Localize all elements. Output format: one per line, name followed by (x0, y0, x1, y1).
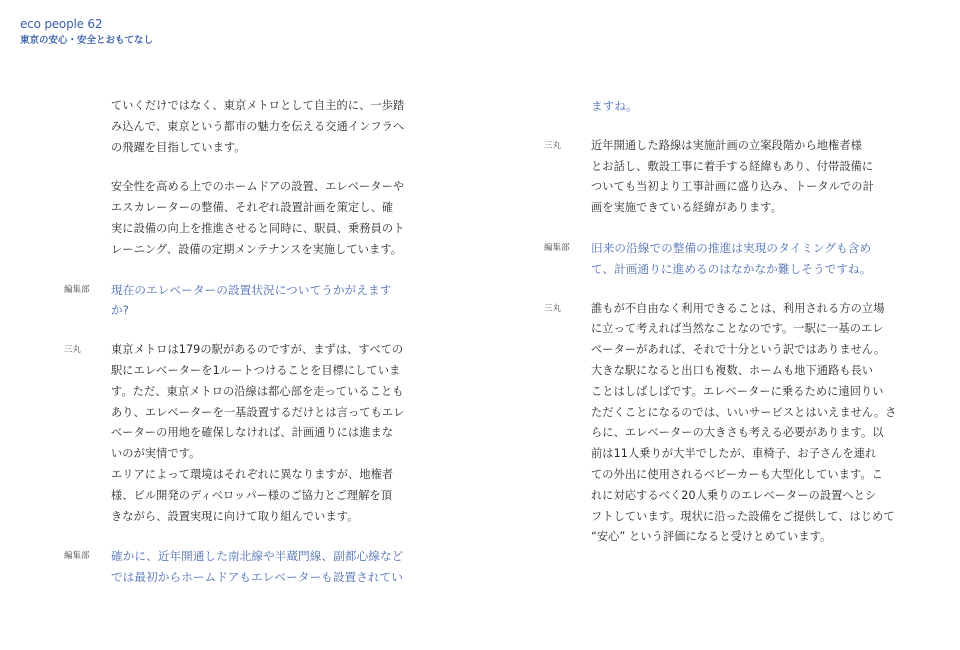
page-header (20, 17, 153, 47)
paragraph-intro-2 (64, 177, 474, 260)
answer-text (591, 136, 897, 219)
question-text (111, 280, 417, 322)
text-line: 様、ビル開発のディベロッパー様のご協力とご理解を頂 (111, 488, 393, 502)
speaker-label: 三丸 (544, 140, 562, 151)
question-3 (544, 238, 954, 280)
text-line: か? (111, 303, 129, 318)
text-line: 誰もが不自由なく利用できることは、利用される方の立場 (591, 301, 885, 315)
text-line: らに、エレベーターの大きさも考える必要があります。以 (591, 426, 884, 440)
text-line: 東京メトロは179の駅があるのですが、まずは、すべての (111, 343, 404, 357)
text-line: いのが実情です。 (111, 447, 201, 461)
speaker-label: 三丸 (544, 303, 562, 314)
text-line: ベーターの用地を確保しなければ、計画通りには進まな (111, 426, 394, 440)
question-text (591, 238, 897, 280)
answer-1 (64, 340, 474, 527)
text-line: に立って考えれば当然なことなのです。一駅に一基のエレ (591, 322, 884, 336)
question-1 (64, 280, 474, 322)
article-subtitle: 東京の安心・安全とおもてなし (20, 35, 154, 46)
text-line: て、計画通りに進めるのはなかなか難しそうですね。 (591, 261, 872, 276)
question-2-continued (544, 96, 954, 117)
paragraph-text (111, 177, 417, 260)
text-line: の飛躍を目指しています。 (111, 140, 246, 154)
text-line: エリアによって環境はそれぞれに異なりますが、地権者 (111, 467, 394, 481)
text-line: 確かに、近年開通した南北線や半蔵門線、副都心線など (111, 549, 404, 564)
text-line: ての外出に使用されるベビーカーも大型化しています。こ (591, 467, 883, 481)
text-line: エスカレーターの整備、それぞれ設置計画を策定し、確 (111, 201, 394, 215)
text-line: ていくだけではなく、東京メトロとして自主的に、一歩踏 (111, 99, 405, 112)
answer-3 (544, 299, 954, 549)
text-line: れに対応するべく20人乗りのエレベーターの設置へとシ (591, 488, 877, 502)
question-2 (64, 546, 474, 588)
text-line: では最初からホームドアもエレベーターも設置されてい (111, 570, 403, 585)
answer-text (111, 340, 417, 527)
text-line: す。ただ、東京メトロの沿線は都心部を走っていることも (111, 384, 404, 398)
text-line: フトしています。現状に沿った設備をご提供して、はじめて (591, 509, 895, 523)
text-line: 大きな駅になると出口も複数、ホームも地下通路も長い (591, 363, 874, 377)
text-line: 駅にエレベーターを1ルートつけることを目標にしていま (111, 363, 401, 377)
paragraph-intro-1 (64, 96, 474, 158)
question-text (591, 96, 897, 117)
question-text (111, 546, 417, 588)
text-line: 実に設備の向上を推進させると同時に、駅員、乗務員のト (111, 221, 405, 235)
text-line: 前は11人乗りが大半でしたが、車椅子、お子さんを連れ (591, 447, 877, 461)
answer-2 (544, 136, 954, 219)
text-line: 旧来の沿線での整備の推進は実現のタイミングも含め (591, 240, 872, 255)
left-column (64, 96, 474, 607)
text-line: ベーターがあれば、それで十分という訳ではありません。 (591, 343, 886, 357)
speaker-label: 編集部 (64, 551, 90, 562)
text-line: ことはしばしばです。エレベーターに乗るために遠回りい (591, 384, 884, 398)
paragraph-text (111, 96, 417, 158)
text-line: きながら、設置実現に向けて取り組んでいます。 (111, 509, 359, 523)
right-column (544, 96, 954, 567)
text-line: レーニング、設備の定期メンテナンスを実施しています。 (111, 242, 403, 256)
speaker-label: 編集部 (64, 284, 90, 295)
series-title: eco people 62 (20, 17, 103, 31)
text-line: 安全性を高める上でのホームドアの設置、エレベーターや (111, 180, 405, 194)
speaker-label: 編集部 (544, 242, 570, 253)
text-line: とお話し、敷設工事に着手する経緯もあり、付帯設備に (591, 159, 874, 173)
text-line: ついても当初より工事計画に盛り込み、トータルでの計 (591, 180, 874, 194)
text-line: 現在のエレベーターの設置状況についてうかがえます (111, 282, 392, 297)
speaker-label: 三丸 (64, 345, 82, 356)
text-line: ただくことになるのでは、いいサービスとはいえません。さ (591, 405, 897, 419)
text-line: み込んで、東京という都市の魅力を伝える交通インフラへ (111, 119, 405, 133)
answer-text (591, 299, 897, 549)
text-line: 近年開通した路線は実施計画の立案段階から地権者様 (591, 138, 862, 152)
text-line: “安心” という評価になると受けとめています。 (591, 530, 832, 544)
text-line: あり、エレベーターを一基設置するだけとは言ってもエレ (111, 405, 405, 419)
text-line: ますね。 (591, 99, 638, 113)
text-line: 画を実施できている経緯があります。 (591, 201, 782, 215)
